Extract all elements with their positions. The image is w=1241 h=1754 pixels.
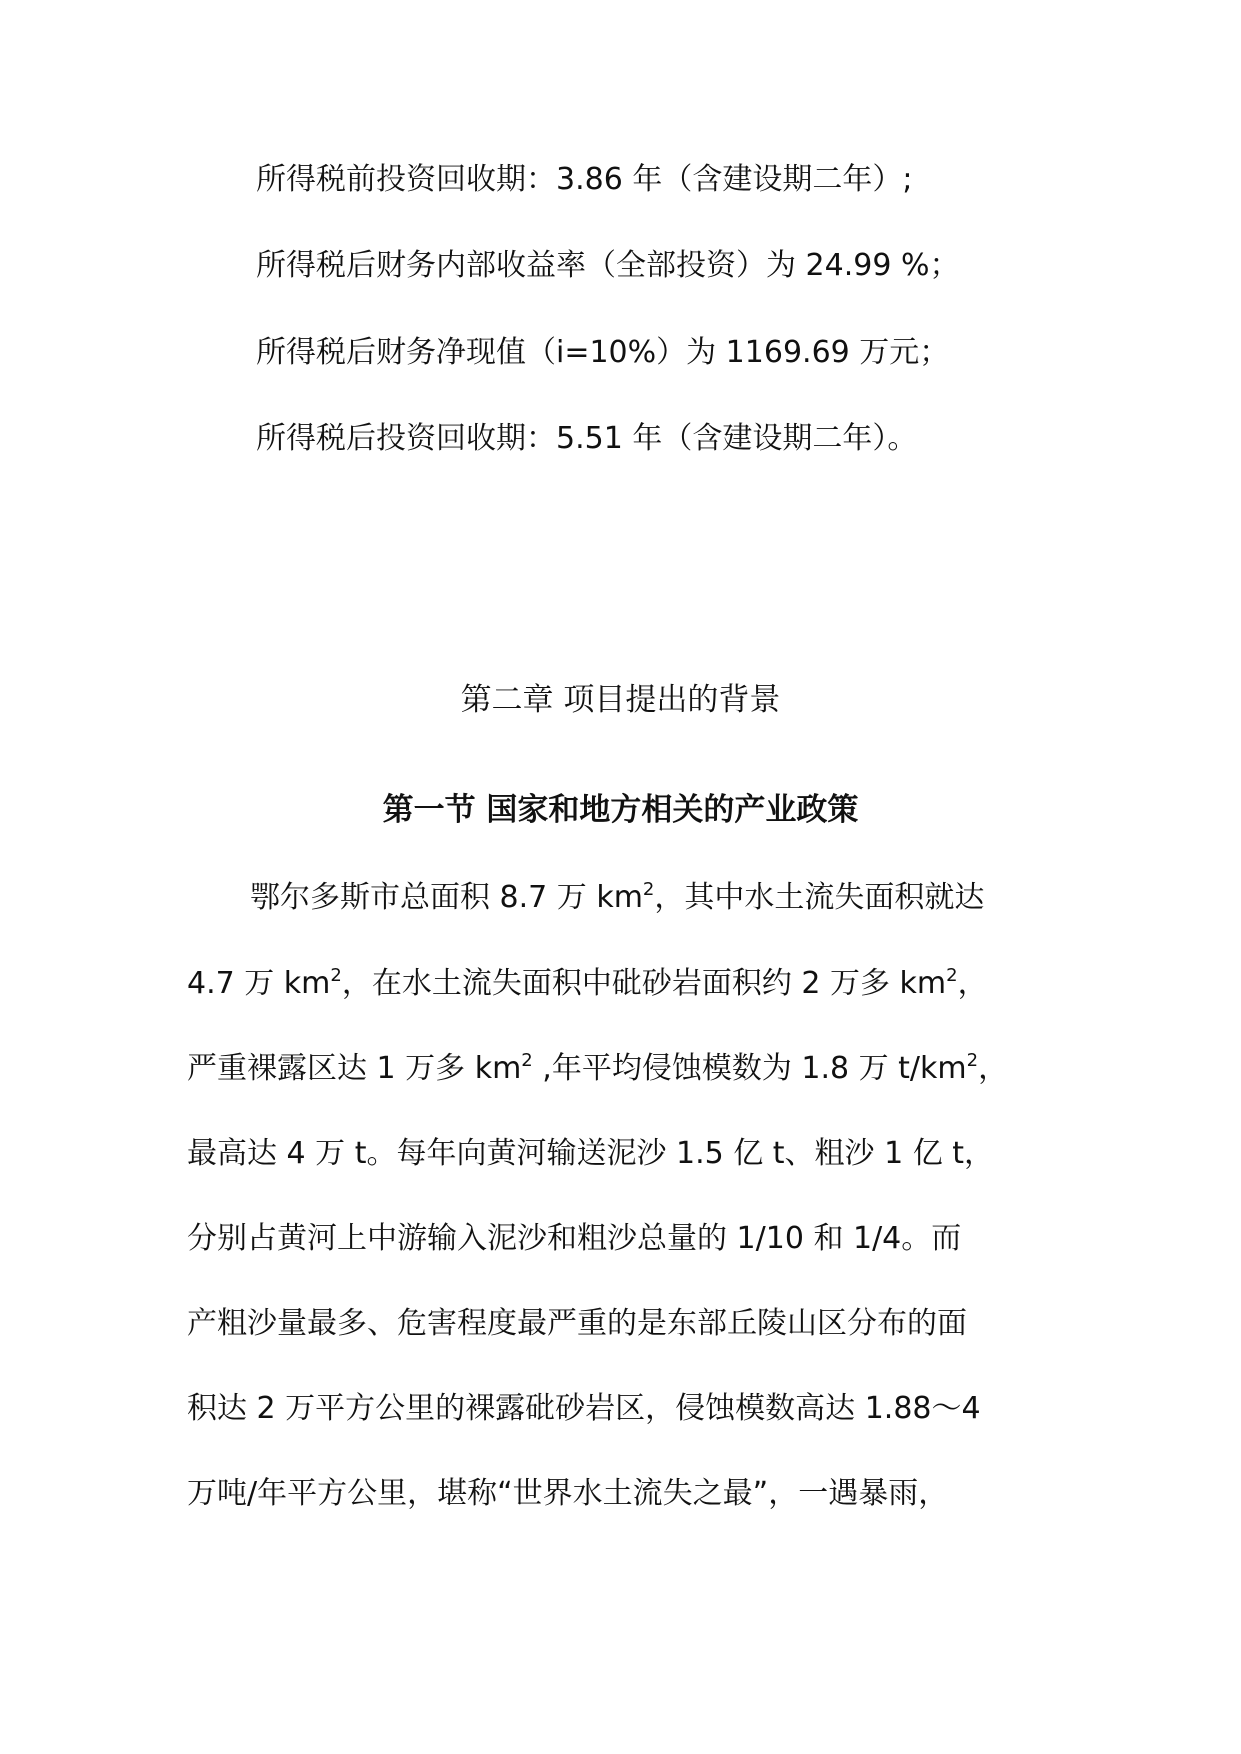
body-line-8: 万吨/年平方公里，堪称“世界水土流失之最”，一遇暴雨，: [187, 1476, 949, 1511]
body-text: ，: [978, 1051, 1009, 1086]
chapter-title: 第二章 项目提出的背景: [460, 682, 781, 718]
body-line-4: 最高达 4 万 t。每年向黄河输送泥沙 1.5 亿 t、粗沙 1 亿 t，: [187, 1136, 994, 1171]
body-line-2: [187, 964, 988, 1004]
body-text: ，其中水土流失面积就达: [654, 880, 985, 915]
body-line-7: 积达 2 万平方公里的裸露砒砂岩区，侵蚀模数高达 1.88～4: [187, 1391, 981, 1426]
superscript: 2: [521, 1050, 533, 1071]
body-text: 4.7 万 km: [187, 966, 331, 1001]
superscript: 2: [946, 965, 958, 986]
body-text: ,年平均侵蚀模数为 1.8 万 t/km: [532, 1051, 967, 1086]
body-line-6: 产粗沙量最多、危害程度最严重的是东部丘陵山区分布的面: [187, 1306, 967, 1341]
body-line-1: [250, 878, 984, 918]
body-text: 严重裸露区达 1 万多 km: [187, 1051, 522, 1086]
superscript: 2: [966, 1050, 979, 1071]
body-line-5: 分别占黄河上中游输入泥沙和粗沙总量的 1/10 和 1/4。而: [187, 1221, 962, 1256]
summary-line-2: 所得税后财务内部收益率（全部投资）为 24.99 %；: [256, 248, 960, 283]
summary-line-4: 所得税后投资回收期：5.51 年（含建设期二年）。: [256, 421, 918, 456]
superscript: 2: [642, 879, 655, 900]
superscript: 2: [330, 965, 342, 986]
section-title: 第一节 国家和地方相关的产业政策: [382, 792, 859, 828]
body-text: ，在水土流失面积中砒砂岩面积约 2 万多 km: [341, 966, 947, 1001]
summary-line-1: 所得税前投资回收期：3.86 年（含建设期二年）;: [256, 162, 913, 197]
summary-line-3: 所得税后财务净现值（i=10%）为 1169.69 万元；: [256, 335, 950, 370]
body-text: 鄂尔多斯市总面积 8.7 万 km: [250, 880, 643, 915]
body-text: ，: [957, 966, 988, 1001]
body-line-3: [187, 1049, 1008, 1089]
